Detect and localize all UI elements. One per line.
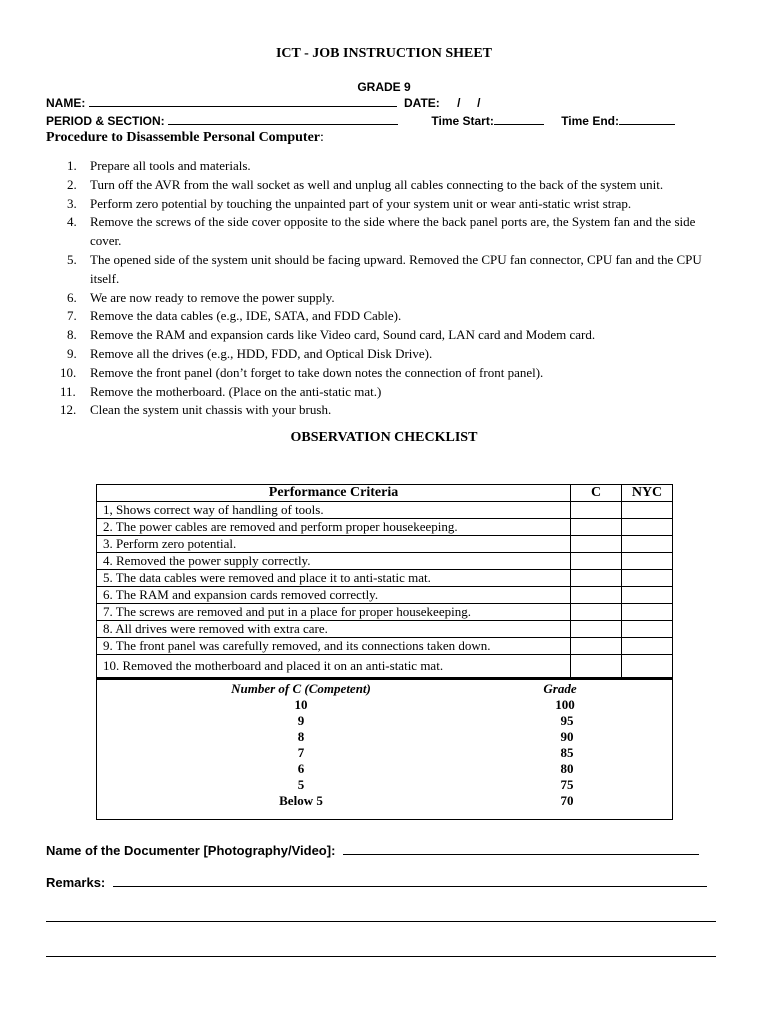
procedure-heading <box>46 130 324 146</box>
table-row <box>97 621 673 638</box>
c-checkbox-cell[interactable] <box>571 587 622 604</box>
step-number: 5. <box>67 251 77 267</box>
name-date-row <box>46 96 480 110</box>
step-text: Remove all the drives (e.g., HDD, FDD, and Optical Disk Drive). <box>90 345 433 361</box>
count-header: Number of C (Competent) <box>231 681 371 696</box>
c-checkbox-cell[interactable] <box>571 604 622 621</box>
step-text: The opened side of the system unit should be facing upward. Removed the CPU fan connector, CPU fan and the CPU itself. <box>90 251 702 286</box>
step-text: Remove the motherboard. (Place on the anti-static mat.) <box>90 383 382 399</box>
time-end-field[interactable] <box>619 124 675 125</box>
step-number: 10. <box>60 364 77 380</box>
checklist-table <box>96 484 673 678</box>
nyc-checkbox-cell[interactable] <box>622 621 673 638</box>
step-number: 3. <box>67 195 77 211</box>
nyc-checkbox-cell[interactable] <box>622 502 673 519</box>
count-value: Below 5 <box>279 793 323 808</box>
count-value: 9 <box>297 713 305 728</box>
c-checkbox-cell[interactable] <box>571 536 622 553</box>
step-text: Perform zero potential by touching the unpainted part of your system unit or wear anti-static wrist strap. <box>90 195 632 211</box>
documenter-field[interactable] <box>343 854 699 855</box>
table-row <box>97 570 673 587</box>
grade-label: GRADE 9 <box>357 80 411 94</box>
grade-header: Grade <box>543 681 577 696</box>
table-row <box>97 638 673 655</box>
nyc-checkbox-cell[interactable] <box>622 655 673 678</box>
grade-value: 95 <box>560 713 574 728</box>
period-section-field[interactable] <box>168 124 398 125</box>
checklist-header-row <box>97 485 673 502</box>
procedure-heading-colon: : <box>320 130 324 145</box>
grade-value: 85 <box>560 745 574 760</box>
step-text: Remove the RAM and expansion cards like Video card, Sound card, LAN card and Modem card. <box>90 327 596 343</box>
step-number: 4. <box>67 214 77 230</box>
table-row <box>97 604 673 621</box>
documenter-row <box>46 843 699 858</box>
time-start-field[interactable] <box>494 124 544 125</box>
step-item <box>46 364 726 383</box>
nyc-checkbox-cell[interactable] <box>622 553 673 570</box>
table-row <box>97 587 673 604</box>
remarks-row <box>46 875 707 890</box>
step-text: Prepare all tools and materials. <box>90 158 251 173</box>
count-value: 10 <box>294 697 308 712</box>
grade-column <box>535 681 595 809</box>
step-item <box>46 176 726 195</box>
step-item <box>46 383 726 402</box>
step-number: 1. <box>67 158 77 173</box>
grading-scale-box <box>96 678 673 820</box>
grade-value: 100 <box>555 697 575 712</box>
remarks-line-2[interactable] <box>46 921 716 922</box>
step-number: 11. <box>60 383 76 399</box>
c-checkbox-cell[interactable] <box>571 502 622 519</box>
remarks-line-3[interactable] <box>46 956 716 957</box>
name-field[interactable] <box>89 106 397 107</box>
grade-value: 75 <box>560 777 574 792</box>
c-checkbox-cell[interactable] <box>571 553 622 570</box>
grade-value: 90 <box>560 729 574 744</box>
c-checkbox-cell[interactable] <box>571 638 622 655</box>
remarks-label: Remarks: <box>46 875 106 890</box>
step-text: Turn off the AVR from the wall socket as well and unplug all cables connecting to the back of the system unit. <box>90 176 664 192</box>
count-value: 6 <box>297 761 305 776</box>
criteria-cell: 1, Shows correct way of handling of tools. <box>97 502 571 519</box>
date-label: DATE: <box>404 96 440 110</box>
count-value: 7 <box>297 745 305 760</box>
c-checkbox-cell[interactable] <box>571 570 622 587</box>
step-number: 2. <box>67 176 77 192</box>
grade-value: 70 <box>560 793 574 808</box>
criteria-cell: 4. Removed the power supply correctly. <box>97 553 571 570</box>
step-item <box>46 289 726 308</box>
step-number: 12. <box>60 402 77 418</box>
criteria-cell: 2. The power cables are removed and perform proper housekeeping. <box>97 519 571 536</box>
c-checkbox-cell[interactable] <box>571 519 622 536</box>
nyc-checkbox-cell[interactable] <box>622 638 673 655</box>
step-text: Remove the data cables (e.g., IDE, SATA, and FDD Cable). <box>90 308 402 324</box>
nyc-checkbox-cell[interactable] <box>622 587 673 604</box>
count-value: 5 <box>297 777 305 792</box>
step-item <box>46 251 726 289</box>
step-item <box>46 307 726 326</box>
criteria-header: Performance Criteria <box>97 485 571 502</box>
step-item <box>46 401 726 420</box>
criteria-cell: 10. Removed the motherboard and placed it on an anti-static mat. <box>97 655 571 678</box>
step-text: We are now ready to remove the power supply. <box>90 289 335 305</box>
step-number: 9. <box>67 345 77 361</box>
criteria-cell: 7. The screws are removed and put in a place for proper housekeeping. <box>97 604 571 621</box>
c-checkbox-cell[interactable] <box>571 655 622 678</box>
table-row <box>97 655 673 678</box>
step-item <box>46 345 726 364</box>
table-row <box>97 502 673 519</box>
page-title: ICT - JOB INSTRUCTION SHEET <box>275 46 493 61</box>
documenter-label: Name of the Documenter [Photography/Video]: <box>46 843 336 858</box>
checklist-title: OBSERVATION CHECKLIST <box>290 430 478 445</box>
step-text: Clean the system unit chassis with your brush. <box>90 402 332 418</box>
criteria-cell: 3. Perform zero potential. <box>97 536 571 553</box>
grade-value: 80 <box>560 761 574 776</box>
step-item <box>46 195 726 214</box>
nyc-checkbox-cell[interactable] <box>622 536 673 553</box>
step-text: Remove the screws of the side cover opposite to the side where the back panel ports are, the System fan and the side cover. <box>90 214 696 249</box>
criteria-cell: 8. All drives were removed with extra care. <box>97 621 571 638</box>
table-row <box>97 519 673 536</box>
count-value: 8 <box>297 729 305 744</box>
criteria-cell: 5. The data cables were removed and place it to anti-static mat. <box>97 570 571 587</box>
table-row <box>97 536 673 553</box>
procedure-steps <box>46 157 726 420</box>
nyc-checkbox-cell[interactable] <box>622 519 673 536</box>
competent-count-column <box>201 681 401 809</box>
period-section-label: PERIOD & SECTION: <box>46 114 165 128</box>
date-field[interactable]: / / <box>457 96 481 110</box>
criteria-cell: 6. The RAM and expansion cards removed correctly. <box>97 587 571 604</box>
c-header: C <box>571 485 622 502</box>
step-text: Remove the front panel (don’t forget to take down notes the connection of front panel). <box>90 364 544 380</box>
criteria-cell: 9. The front panel was carefully removed, and its connections taken down. <box>97 638 571 655</box>
step-number: 8. <box>67 327 77 343</box>
procedure-heading-text: Procedure to Disassemble Personal Computer <box>46 130 320 145</box>
step-number: 6. <box>67 289 77 305</box>
step-item <box>46 157 726 176</box>
table-row <box>97 553 673 570</box>
remarks-field[interactable] <box>113 886 707 887</box>
c-checkbox-cell[interactable] <box>571 621 622 638</box>
name-label: NAME: <box>46 96 86 110</box>
nyc-checkbox-cell[interactable] <box>622 604 673 621</box>
nyc-header: NYC <box>622 485 673 502</box>
nyc-checkbox-cell[interactable] <box>622 570 673 587</box>
time-start-label: Time Start: <box>431 114 494 128</box>
time-end-label: Time End: <box>561 114 619 128</box>
step-item <box>46 326 726 345</box>
step-number: 7. <box>67 308 77 324</box>
period-time-row <box>46 114 675 128</box>
step-item <box>46 213 726 251</box>
